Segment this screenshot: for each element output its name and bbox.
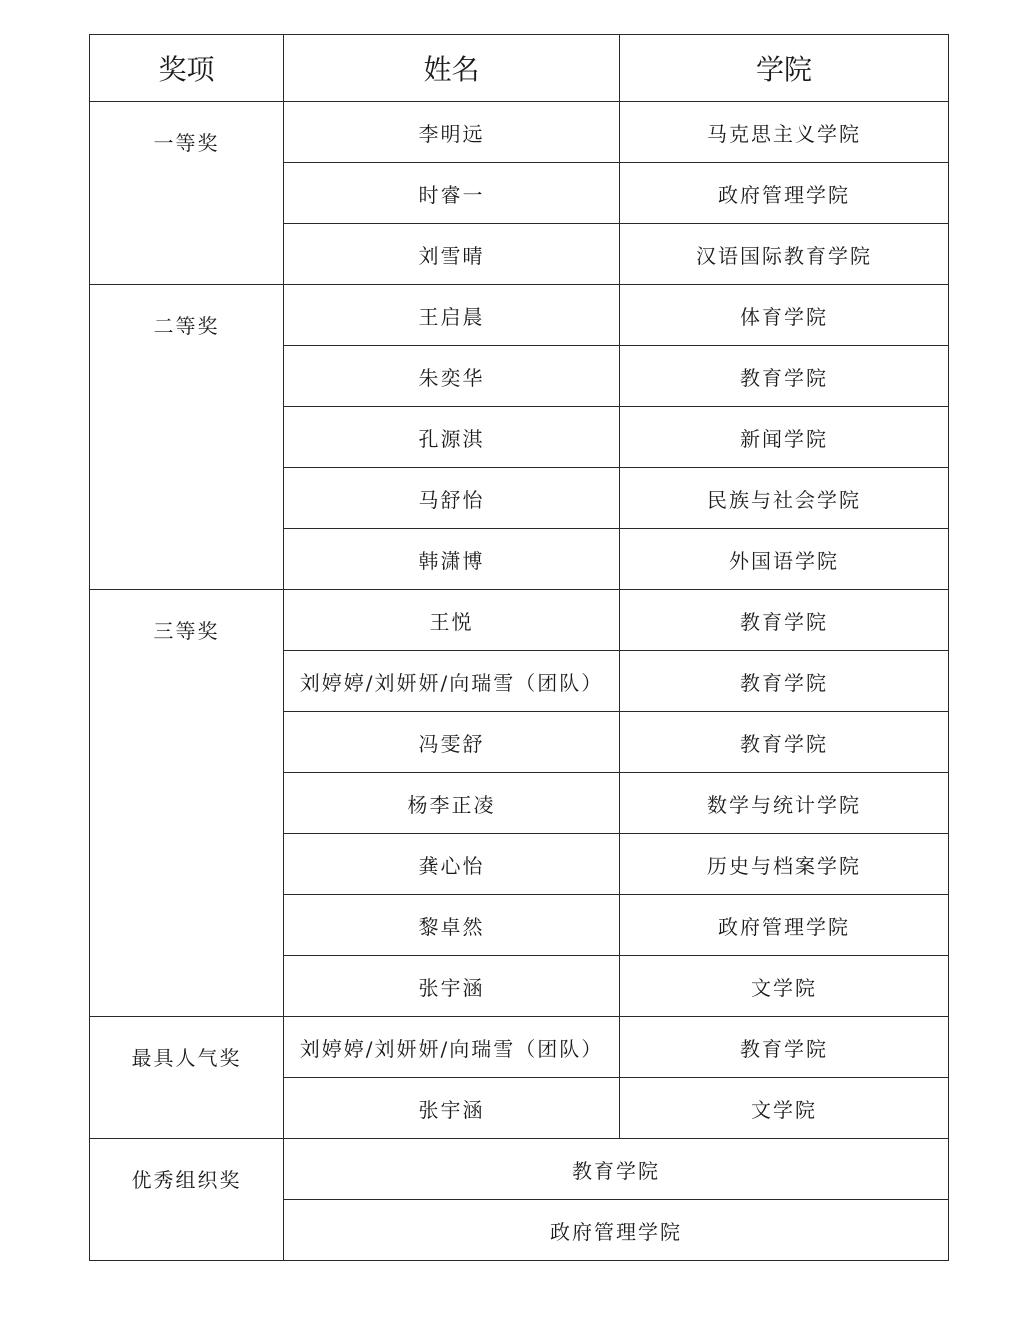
- college-cell: 教育学院: [620, 590, 949, 651]
- college-cell: 政府管理学院: [620, 895, 949, 956]
- name-cell: 李明远: [284, 102, 620, 163]
- award-cell: 一等奖: [90, 102, 284, 285]
- college-cell: 政府管理学院: [620, 163, 949, 224]
- table-row: [90, 590, 949, 651]
- name-cell: 马舒怡: [284, 468, 620, 529]
- college-cell: 马克思主义学院: [620, 102, 949, 163]
- name-cell: 刘婷婷/刘妍妍/向瑞雪（团队）: [284, 651, 620, 712]
- name-cell: 王悦: [284, 590, 620, 651]
- college-cell: 数学与统计学院: [620, 773, 949, 834]
- name-cell: 时睿一: [284, 163, 620, 224]
- college-cell: 历史与档案学院: [620, 834, 949, 895]
- header-row: [90, 35, 949, 102]
- name-cell: 朱奕华: [284, 346, 620, 407]
- college-cell: 教育学院: [620, 346, 949, 407]
- table-row: [90, 102, 949, 163]
- table-row: [90, 1139, 949, 1200]
- college-cell: 文学院: [620, 1078, 949, 1139]
- table-row: [90, 285, 949, 346]
- award-cell: 优秀组织奖: [90, 1139, 284, 1261]
- college-cell: 汉语国际教育学院: [620, 224, 949, 285]
- name-cell: 龚心怡: [284, 834, 620, 895]
- name-cell: 张宇涵: [284, 1078, 620, 1139]
- award-cell: 二等奖: [90, 285, 284, 590]
- college-cell: 教育学院: [620, 1017, 949, 1078]
- table-header: [90, 35, 949, 102]
- awards-table: [89, 34, 949, 1261]
- name-cell: 刘雪晴: [284, 224, 620, 285]
- table-body: [90, 102, 949, 1261]
- college-cell: 教育学院: [620, 651, 949, 712]
- name-cell: 黎卓然: [284, 895, 620, 956]
- name-cell: 王启晨: [284, 285, 620, 346]
- college-cell: 体育学院: [620, 285, 949, 346]
- name-cell: 张宇涵: [284, 956, 620, 1017]
- header-college: 学院: [620, 35, 949, 102]
- name-cell: 孔源淇: [284, 407, 620, 468]
- award-cell: 最具人气奖: [90, 1017, 284, 1139]
- table-row: [90, 1017, 949, 1078]
- name-cell: 冯雯舒: [284, 712, 620, 773]
- name-cell: 杨李正凌: [284, 773, 620, 834]
- college-cell: 文学院: [620, 956, 949, 1017]
- college-cell: 新闻学院: [620, 407, 949, 468]
- college-cell: 民族与社会学院: [620, 468, 949, 529]
- header-award: 奖项: [90, 35, 284, 102]
- college-cell: 政府管理学院: [284, 1200, 949, 1261]
- name-cell: 刘婷婷/刘妍妍/向瑞雪（团队）: [284, 1017, 620, 1078]
- college-cell: 教育学院: [620, 712, 949, 773]
- college-cell: 教育学院: [284, 1139, 949, 1200]
- header-name: 姓名: [284, 35, 620, 102]
- college-cell: 外国语学院: [620, 529, 949, 590]
- name-cell: 韩潇博: [284, 529, 620, 590]
- award-cell: 三等奖: [90, 590, 284, 1017]
